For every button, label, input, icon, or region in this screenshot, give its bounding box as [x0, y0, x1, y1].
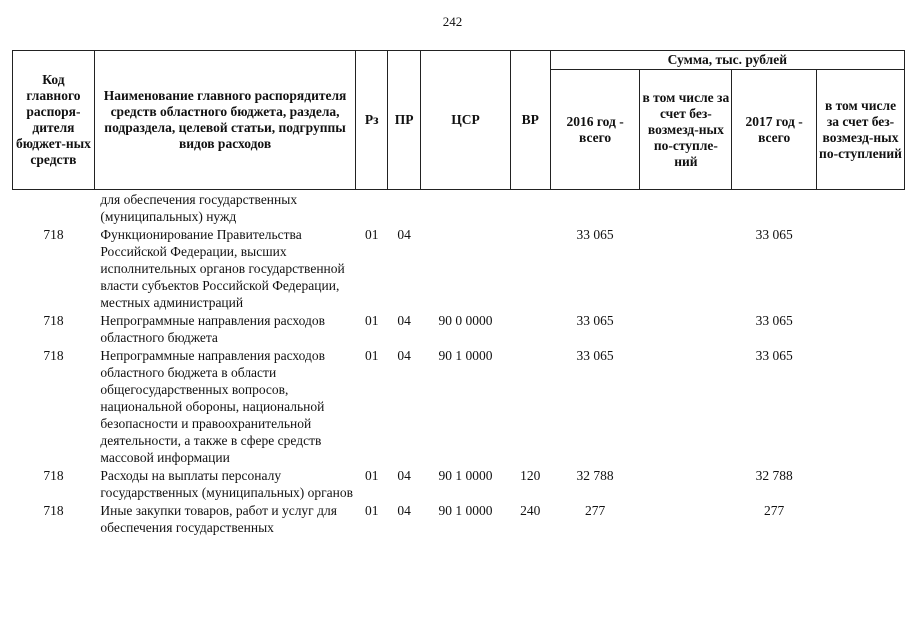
cell-rz: 01 — [364, 503, 379, 518]
header-code: Код главного распоря-дителя бюджет-ных средств — [13, 51, 95, 190]
cell-2017-total: 33 065 — [755, 313, 793, 328]
table-row — [13, 311, 905, 346]
cell-2016-total: 32 788 — [576, 468, 614, 483]
table-row — [13, 346, 905, 466]
header-csr: ЦСР — [421, 51, 511, 190]
cell-pr: 04 — [397, 227, 411, 242]
cell-2017-total: 277 — [764, 503, 785, 518]
cell-name: Расходы на выплаты персоналу государственных (муниципальных) органов — [100, 468, 354, 500]
table-row — [13, 466, 905, 501]
cell-name: Функционирование Правительства Российской Федерации, высших исполнительных органов государственной власти субъектов Российской Федерации, местных администраций — [100, 227, 345, 310]
cell-2017-total — [732, 190, 817, 226]
cell-2017-free — [817, 190, 905, 226]
cell-code: 718 — [43, 348, 64, 363]
cell-pr: 04 — [397, 313, 411, 328]
cell-csr: 90 1 0000 — [438, 348, 493, 363]
cell-pr: 04 — [397, 468, 411, 483]
cell-rz: 01 — [364, 227, 379, 242]
header-2017-free: в том числе за счет без-возмезд-ных по-ступлений — [817, 70, 905, 190]
cell-name: Иные закупки товаров, работ и услуг для обеспечения государственных — [100, 503, 337, 535]
cell-2017-free — [817, 346, 905, 466]
cell-2016-total: 33 065 — [576, 227, 614, 242]
cell-rz: 01 — [364, 348, 379, 363]
cell-2016-free — [640, 225, 732, 311]
cell-rz — [356, 190, 388, 226]
cell-csr: 90 1 0000 — [438, 503, 493, 518]
cell-vr — [510, 346, 550, 466]
cell-name: Непрограммные направления расходов областного бюджета — [100, 313, 325, 345]
cell-2017-free — [817, 501, 905, 536]
cell-2017-total: 33 065 — [755, 227, 793, 242]
header-row-1 — [13, 51, 905, 70]
cell-code: 718 — [43, 468, 64, 483]
cell-vr: 120 — [520, 468, 541, 483]
cell-code: 718 — [43, 227, 64, 242]
cell-2016-total: 33 065 — [576, 348, 614, 363]
cell-rz: 01 — [364, 468, 379, 483]
budget-table — [12, 50, 905, 536]
table-row — [13, 225, 905, 311]
cell-code — [13, 190, 95, 226]
cell-csr — [421, 225, 511, 311]
header-2016-free: в том числе за счет без-возмезд-ных по-ступле-ний — [640, 70, 732, 190]
header-sum-group: Сумма, тыс. рублей — [550, 51, 904, 70]
table-row — [13, 501, 905, 536]
header-rz: Рз — [356, 51, 388, 190]
cell-2016-total: 277 — [584, 503, 606, 518]
cell-vr — [510, 190, 550, 226]
cell-2016-free — [640, 501, 732, 536]
header-2016-total: 2016 год - всего — [550, 70, 640, 190]
cell-2017-total: 32 788 — [755, 468, 793, 483]
cell-code: 718 — [43, 503, 64, 518]
header-2017-total: 2017 год - всего — [732, 70, 817, 190]
cell-code: 718 — [43, 313, 64, 328]
header-vr: ВР — [510, 51, 550, 190]
cell-2017-free — [817, 311, 905, 346]
cell-2016-free — [640, 190, 732, 226]
cell-rz: 01 — [364, 313, 379, 328]
cell-2016-total — [550, 190, 640, 226]
cell-csr: 90 1 0000 — [438, 468, 493, 483]
header-pr: ПР — [388, 51, 421, 190]
cell-vr — [510, 225, 550, 311]
cell-vr — [510, 311, 550, 346]
table-row — [13, 190, 905, 226]
cell-2017-total: 33 065 — [755, 348, 793, 363]
cell-pr: 04 — [397, 503, 411, 518]
cell-2016-free — [640, 311, 732, 346]
cell-2017-free — [817, 225, 905, 311]
page-number: 242 — [442, 14, 463, 29]
cell-2016-free — [640, 466, 732, 501]
header-name: Наименование главного распорядителя средств областного бюджета, раздела, подраздела, целевой статьи, подгруппы видов расходов — [94, 51, 355, 190]
cell-name: для обеспечения государственных (муниципальных) нужд — [100, 192, 298, 224]
cell-csr: 90 0 0000 — [438, 313, 493, 328]
cell-vr: 240 — [520, 503, 541, 518]
cell-2016-free — [640, 346, 732, 466]
cell-name: Непрограммные направления расходов областного бюджета в области общегосударственных вопросов, национальной обороны, национальной безопасности и правоохранительной деятельности, а также в сфере средств массовой информации — [100, 348, 325, 465]
cell-2016-total: 33 065 — [576, 313, 614, 328]
cell-pr: 04 — [397, 348, 411, 363]
cell-pr — [388, 190, 421, 226]
cell-csr — [421, 190, 511, 226]
cell-2017-free — [817, 466, 905, 501]
